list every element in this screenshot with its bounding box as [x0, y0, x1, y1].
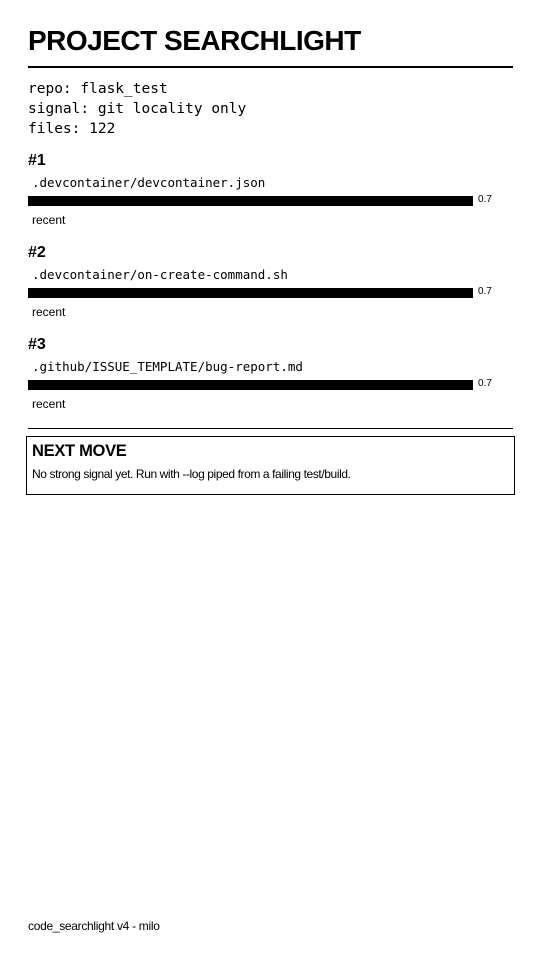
result-tag: recent — [32, 305, 66, 319]
page-title: PROJECT SEARCHLIGHT — [28, 25, 361, 56]
result-score: 0.7 — [478, 194, 492, 205]
result-path[interactable]: .devcontainer/devcontainer.json — [32, 175, 266, 190]
section-divider — [28, 428, 513, 429]
result-tag: recent — [32, 213, 66, 227]
result-path[interactable]: .devcontainer/on-create-command.sh — [32, 267, 288, 282]
repo-line: repo: flask_test — [28, 81, 168, 97]
repo-meta — [28, 79, 246, 139]
score-bar — [28, 288, 473, 298]
files-line: files: 122 — [28, 121, 116, 137]
result-item — [28, 244, 513, 324]
score-bar-fill — [28, 380, 473, 390]
result-rank: #3 — [28, 336, 46, 353]
result-tag: recent — [32, 397, 66, 411]
result-score: 0.7 — [478, 378, 492, 389]
footer-credit: code_searchlight v4 - milo — [28, 919, 160, 933]
next-move-title: NEXT MOVE — [32, 442, 127, 460]
score-bar — [28, 196, 473, 206]
result-item — [28, 336, 513, 416]
next-move-panel — [26, 436, 515, 495]
result-path[interactable]: .github/ISSUE_TEMPLATE/bug-report.md — [32, 359, 303, 374]
result-rank: #1 — [28, 152, 46, 169]
result-score: 0.7 — [478, 286, 492, 297]
score-bar-fill — [28, 288, 473, 298]
result-item — [28, 152, 513, 232]
next-move-body: No strong signal yet. Run with --log piped from a failing test/build. — [32, 467, 351, 481]
score-bar — [28, 380, 473, 390]
score-bar-fill — [28, 196, 473, 206]
signal-line: signal: git locality only — [28, 101, 247, 117]
title-divider — [28, 66, 513, 68]
result-rank: #2 — [28, 244, 46, 261]
